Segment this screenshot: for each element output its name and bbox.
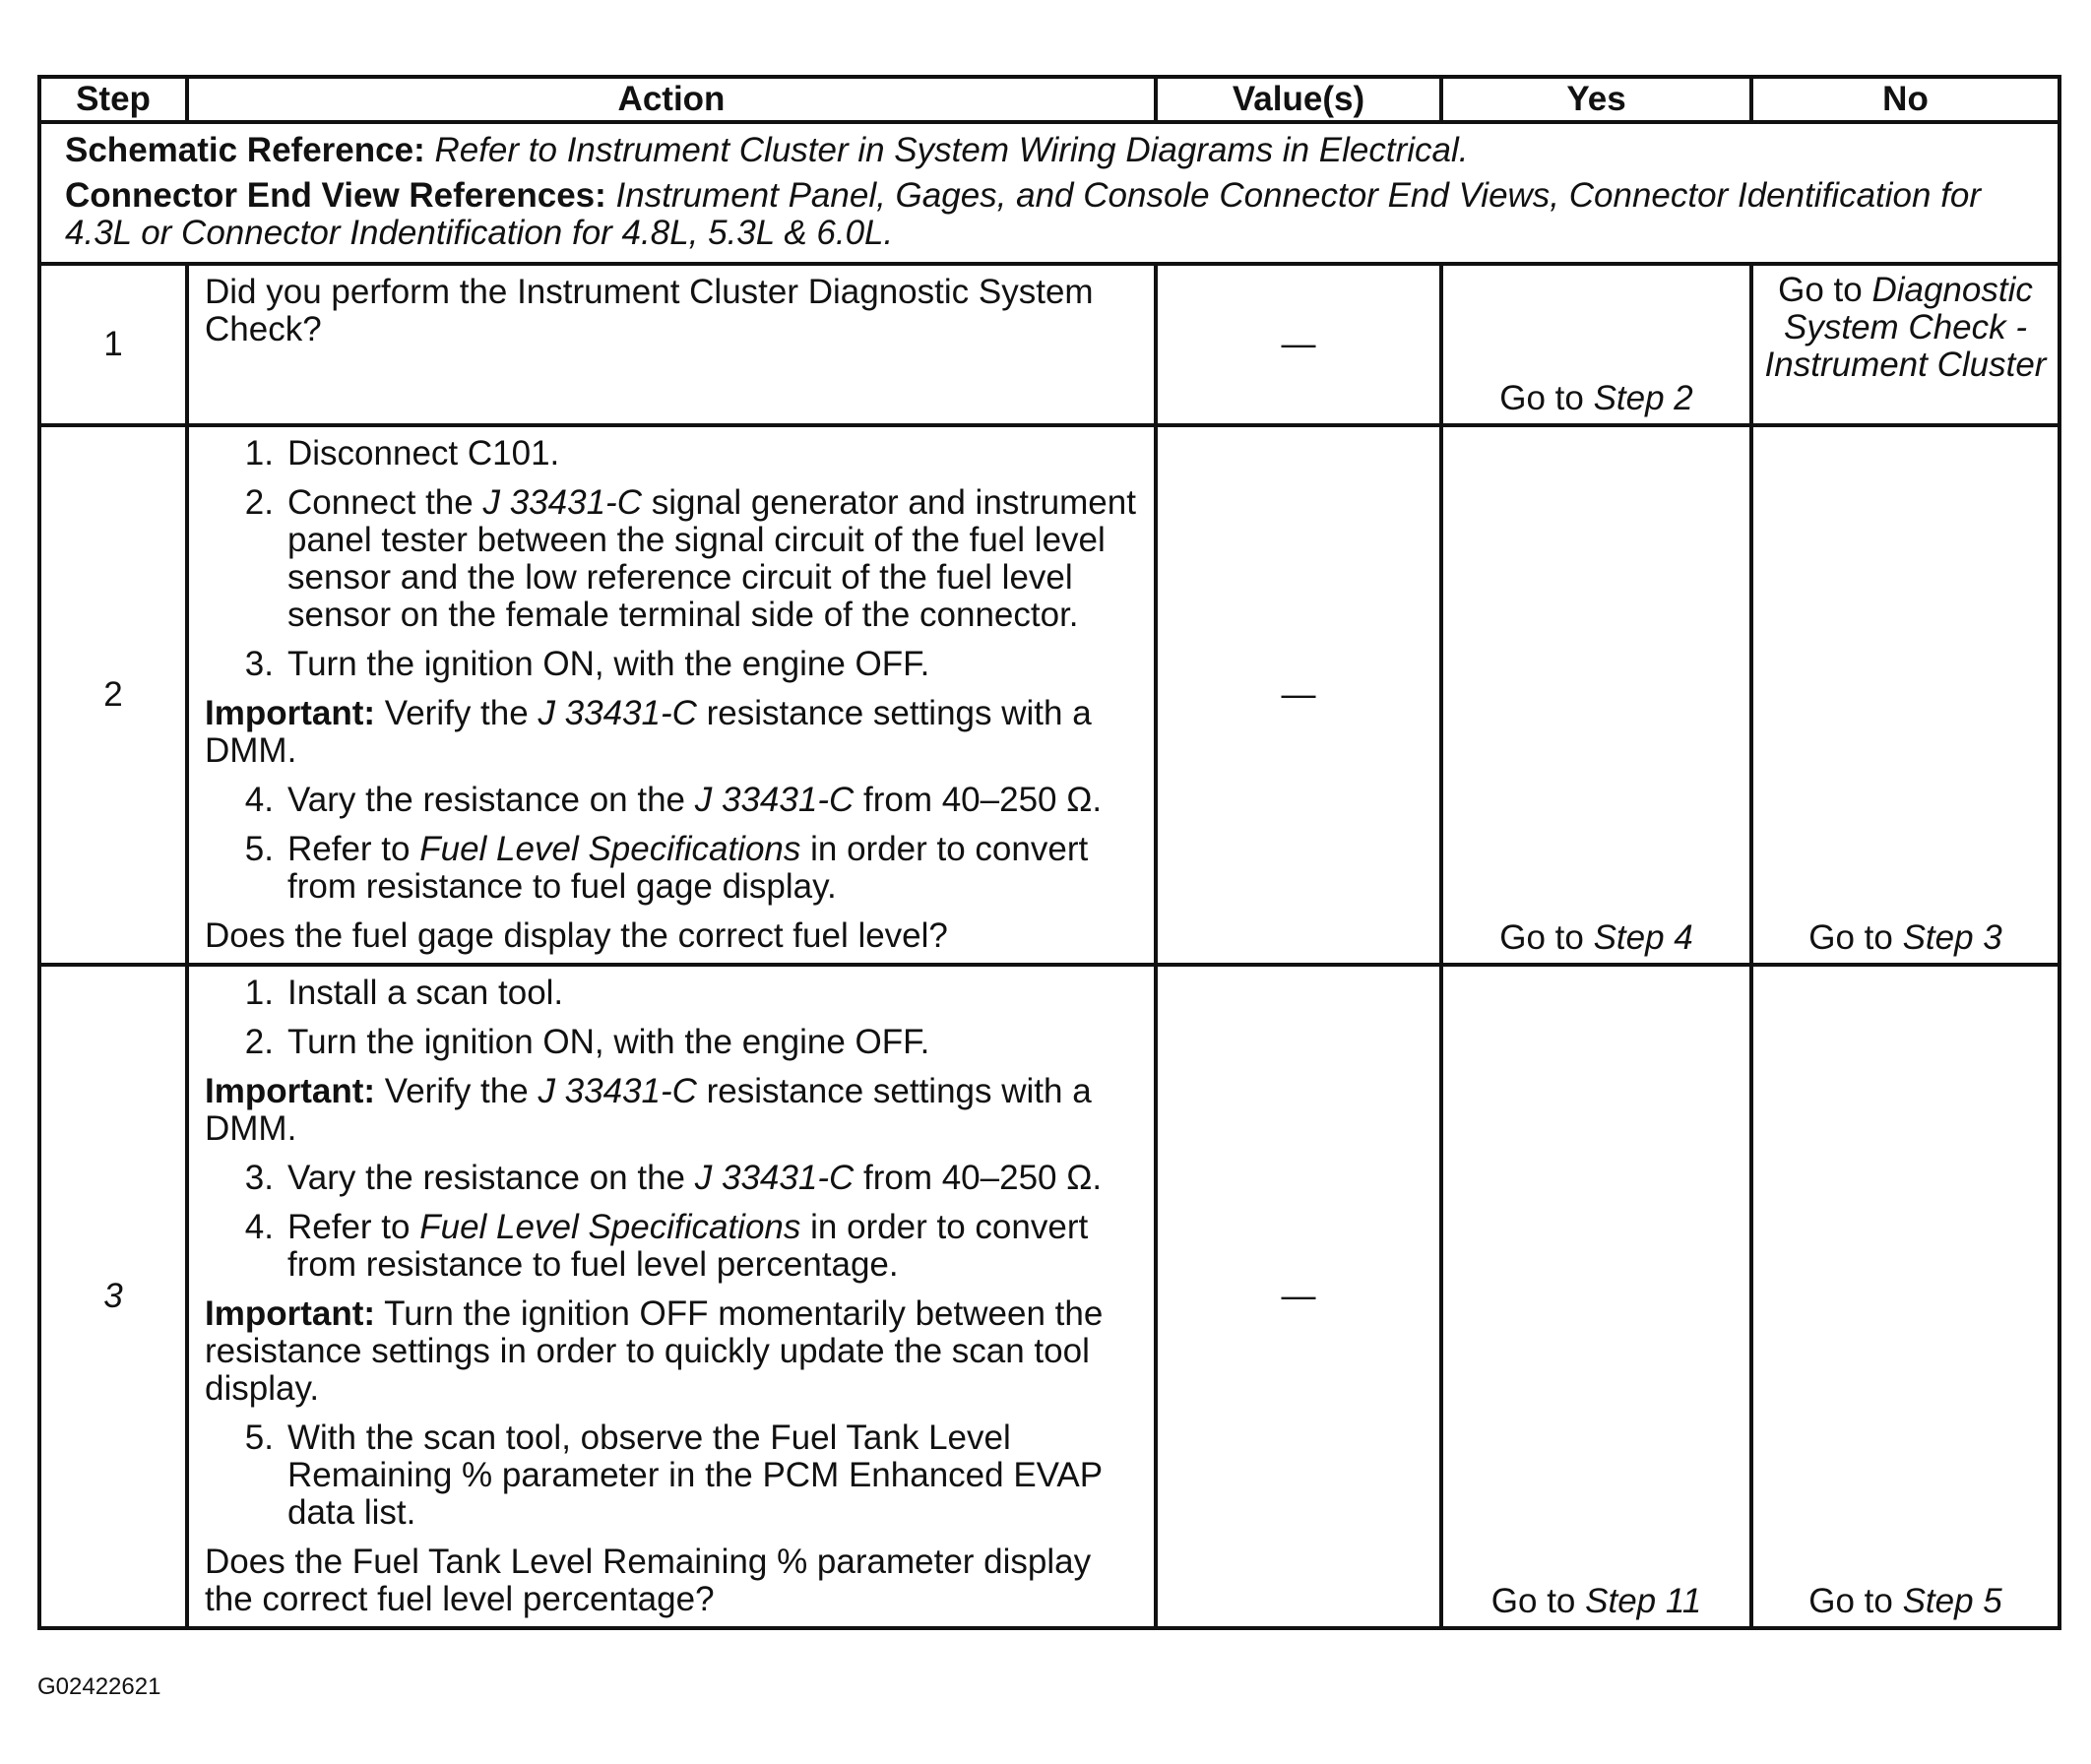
question: Does the Fuel Tank Level Remaining % parameter display the correct fuel level percentage? xyxy=(205,1543,1092,1618)
important-label: Important: xyxy=(205,1072,376,1110)
important-pre: Verify the xyxy=(384,1072,529,1110)
header-no: No xyxy=(1751,77,2059,122)
value-cell: — xyxy=(1156,425,1441,965)
no-cell xyxy=(1751,425,2059,965)
item-text xyxy=(287,782,1140,819)
list-item xyxy=(205,484,1140,634)
value-cell: — xyxy=(1156,965,1441,1628)
item-number: 1. xyxy=(244,974,274,1012)
no-prefix: Go to xyxy=(1808,1582,1893,1620)
important-pre: Verify the xyxy=(384,694,529,732)
item-text: Turn the ignition ON, with the engine OFF. xyxy=(287,1023,930,1061)
reference-cell xyxy=(39,122,2059,264)
important-note xyxy=(205,1073,1140,1148)
question: Did you perform the Instrument Cluster Diagnostic System Check? xyxy=(205,273,1094,348)
spec-ref: Fuel Level Specifications xyxy=(419,830,801,868)
question: Does the fuel gage display the correct fuel level? xyxy=(205,916,948,955)
item-text xyxy=(287,484,1140,634)
item-text-pre: Connect the xyxy=(287,483,474,522)
item-text-pre: Refer to xyxy=(287,830,411,868)
spec-ref: Fuel Level Specifications xyxy=(419,1208,801,1246)
yes-cell xyxy=(1441,425,1751,965)
action-cell xyxy=(187,264,1156,425)
no-prefix: Go to xyxy=(1778,271,1863,309)
connector-reference xyxy=(65,177,2034,252)
item-number: 1. xyxy=(244,434,274,472)
tool-ref: J 33431-C xyxy=(538,694,697,732)
header-values: Value(s) xyxy=(1156,77,1441,122)
item-text-post: from 40–250 Ω. xyxy=(862,781,1103,819)
important-post: resistance settings with a DMM. xyxy=(205,1072,1092,1148)
step-number xyxy=(39,965,187,1628)
yes-link[interactable]: Step 11 xyxy=(1585,1582,1702,1620)
schematic-label: Schematic Reference: xyxy=(65,131,425,169)
yes-cell xyxy=(1441,965,1751,1628)
list-item xyxy=(205,782,1140,819)
no-cell xyxy=(1751,264,2059,425)
list-item xyxy=(205,831,1140,906)
step-number: 1 xyxy=(39,264,187,425)
yes-link[interactable]: Step 4 xyxy=(1593,918,1693,957)
no-link[interactable]: Diagnostic System Check - Instrument Cluster xyxy=(1764,271,2047,384)
item-text-pre: Vary the resistance on the xyxy=(287,1159,686,1197)
action-cell xyxy=(187,965,1156,1628)
list-item xyxy=(205,975,1140,1012)
important-post: resistance settings with a DMM. xyxy=(205,694,1092,770)
item-text: With the scan tool, observe the Fuel Tank Level Remaining % parameter in the PCM Enhanced EVAP data list. xyxy=(287,1418,1103,1532)
item-text-pre: Refer to xyxy=(287,1208,411,1246)
header-yes: Yes xyxy=(1441,77,1751,122)
step-row-2 xyxy=(39,425,2059,965)
connector-text: Instrument Panel, Gages, and Console Connector End Views, Connector Identification for 4.3L or Connector Indentification for 4.8L, 5.3L & 6.0L. xyxy=(65,176,1982,252)
item-number: 3. xyxy=(244,1159,274,1197)
yes-cell xyxy=(1441,264,1751,425)
item-number: 3. xyxy=(244,645,274,683)
no-cell xyxy=(1751,965,2059,1628)
step-row-3 xyxy=(39,965,2059,1628)
list-item xyxy=(205,435,1140,472)
action-cell xyxy=(187,425,1156,965)
step-number-text: 3 xyxy=(103,1277,123,1315)
tool-ref: J 33431-C xyxy=(694,781,855,819)
list-item xyxy=(205,646,1140,683)
list-item xyxy=(205,1419,1140,1532)
important-label: Important: xyxy=(205,694,376,732)
header-row xyxy=(39,77,2059,122)
tool-ref: J 33431-C xyxy=(694,1159,855,1197)
no-link[interactable]: Step 3 xyxy=(1902,918,2002,957)
schematic-text: Refer to Instrument Cluster in System Wiring Diagrams in Electrical. xyxy=(434,131,1469,169)
item-number: 4. xyxy=(244,1208,274,1246)
item-text xyxy=(287,1160,1140,1197)
important-text: Turn the ignition OFF momentarily between the resistance settings in order to quickly update the scan tool display. xyxy=(205,1294,1104,1408)
list-item xyxy=(205,1160,1140,1197)
step-row-1 xyxy=(39,264,2059,425)
no-link[interactable]: Step 5 xyxy=(1902,1582,2002,1620)
no-prefix: Go to xyxy=(1808,918,1893,957)
connector-label: Connector End View References: xyxy=(65,176,606,215)
item-number: 4. xyxy=(244,781,274,819)
item-text-post: in order to convert from resistance to fuel level percentage. xyxy=(287,1208,1089,1284)
item-text: Install a scan tool. xyxy=(287,974,564,1012)
diagnostic-table xyxy=(37,75,2061,1630)
item-text-post: in order to convert from resistance to fuel gage display. xyxy=(287,830,1089,906)
item-text xyxy=(287,831,1140,906)
item-text: Turn the ignition ON, with the engine OFF. xyxy=(287,645,930,683)
yes-prefix: Go to xyxy=(1490,1582,1576,1620)
important-note xyxy=(205,1295,1140,1408)
item-number: 2. xyxy=(244,483,274,522)
step-number: 2 xyxy=(39,425,187,965)
important-note xyxy=(205,695,1140,770)
list-item xyxy=(205,1024,1140,1061)
important-label: Important: xyxy=(205,1294,376,1333)
list-item xyxy=(205,1209,1140,1284)
value-cell: — xyxy=(1156,264,1441,425)
yes-prefix: Go to xyxy=(1499,379,1584,417)
item-text-post: signal generator and instrument panel tester between the signal circuit of the fuel level sensor and the low reference circuit of the fuel level sensor on the female terminal side of the connector. xyxy=(287,483,1136,634)
item-number: 2. xyxy=(244,1023,274,1061)
item-number: 5. xyxy=(244,830,274,868)
tool-ref: J 33431-C xyxy=(482,483,642,522)
figure-code: G02422621 xyxy=(37,1673,161,1700)
yes-link[interactable]: Step 2 xyxy=(1593,379,1693,417)
schematic-reference xyxy=(65,132,2034,169)
header-action: Action xyxy=(187,77,1156,122)
header-step: Step xyxy=(39,77,187,122)
yes-prefix: Go to xyxy=(1499,918,1584,957)
item-text: Disconnect C101. xyxy=(287,434,560,472)
item-text-pre: Vary the resistance on the xyxy=(287,781,686,819)
item-text xyxy=(287,1209,1140,1284)
reference-row xyxy=(39,122,2059,264)
item-text-post: from 40–250 Ω. xyxy=(862,1159,1103,1197)
tool-ref: J 33431-C xyxy=(538,1072,697,1110)
item-number: 5. xyxy=(244,1418,274,1457)
